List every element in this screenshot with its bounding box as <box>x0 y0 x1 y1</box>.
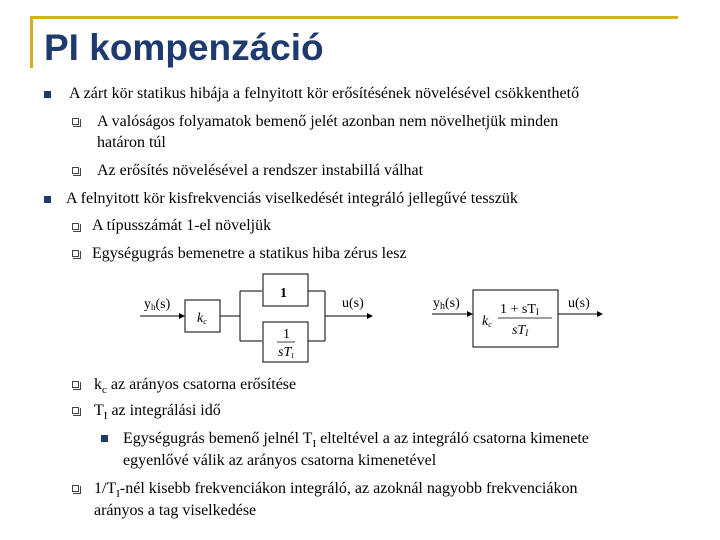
integrator-den-sub: I <box>291 352 294 360</box>
sub-sub-bullet-step: Egységugrás bemenő jelnél $T_I$ elteltével a az integráló csatorna kimenete <box>123 430 589 451</box>
bullet-text: A zárt kör statikus hibája a felnyitott kör erősítésének növelésével csökkenthető <box>69 85 580 102</box>
input-sub: h <box>151 302 156 312</box>
sub-bullet-box <box>72 381 79 388</box>
pi-den-sub: I <box>525 328 529 338</box>
gain-sub: c <box>203 317 207 326</box>
sub-bullet-box <box>72 485 79 492</box>
bullet-square <box>101 435 108 442</box>
pi-gain-sub: c <box>488 320 492 329</box>
svg-text:yh(s) <box>144 297 171 312</box>
sub-bullet-freq-cont: arányos a tag viselkedése <box>94 502 257 519</box>
input-suffix: (s) <box>155 297 171 312</box>
diagram-pi-parallel <box>140 274 372 362</box>
sub-bullet-text: A valóságos folyamatok bemenő jelét azonban nem növelhetjük minden <box>97 113 559 130</box>
input-label: y <box>144 297 151 312</box>
pi-num: 1 + sT <box>500 302 536 317</box>
sub-bullet-text: Egységugrás bemenetre a statikus hiba zérus lesz <box>92 245 407 262</box>
sub-bullet-text: A típusszámát 1-el növeljük <box>92 217 272 234</box>
integrator-num: 1 <box>283 327 290 342</box>
gain-label: k <box>197 311 204 326</box>
sub-bullet-kc: $k_c$ az arányos csatorna erősítése <box>94 376 297 397</box>
pi-output: u(s) <box>568 296 590 311</box>
sub-bullet-freq: $1/T_I$-nél kisebb frekvenciákon integráló, az azoknál nagyobb frekvenciákon <box>94 480 578 501</box>
svg-text:yh(s) <box>433 296 460 312</box>
pi-input-sub: h <box>440 301 445 312</box>
sub-bullet-text: Az erősítés növelésével a rendszer instabillá válhat <box>97 162 424 179</box>
sub-bullet-box <box>72 407 79 414</box>
sub-bullet-ti: $T_I$ az integrálási idő <box>94 402 221 423</box>
sub-bullet-text-cont: határon túl <box>97 134 166 151</box>
diagram-pi-compact <box>432 290 602 347</box>
pi-gain: k <box>482 314 489 329</box>
pi-num-sub: I <box>535 307 539 317</box>
output-label: u(s) <box>342 296 364 311</box>
integrator-den: sT <box>278 345 292 360</box>
pi-den: sT <box>512 323 526 338</box>
sub-sub-bullet-step-cont: egyenlővé válik az arányos csatorna kimenetével <box>123 452 437 469</box>
bullet-text: A felnyitott kör kisfrekvenciás viselkedését integráló jellegűvé tesszük <box>66 190 518 207</box>
svg-text:1 + sTI <box>500 302 539 317</box>
slide-title: PI kompenzáció <box>44 27 324 68</box>
pi-input-suffix: (s) <box>445 296 460 311</box>
proportional-label: 1 <box>280 286 287 301</box>
pi-input: y <box>433 296 440 311</box>
